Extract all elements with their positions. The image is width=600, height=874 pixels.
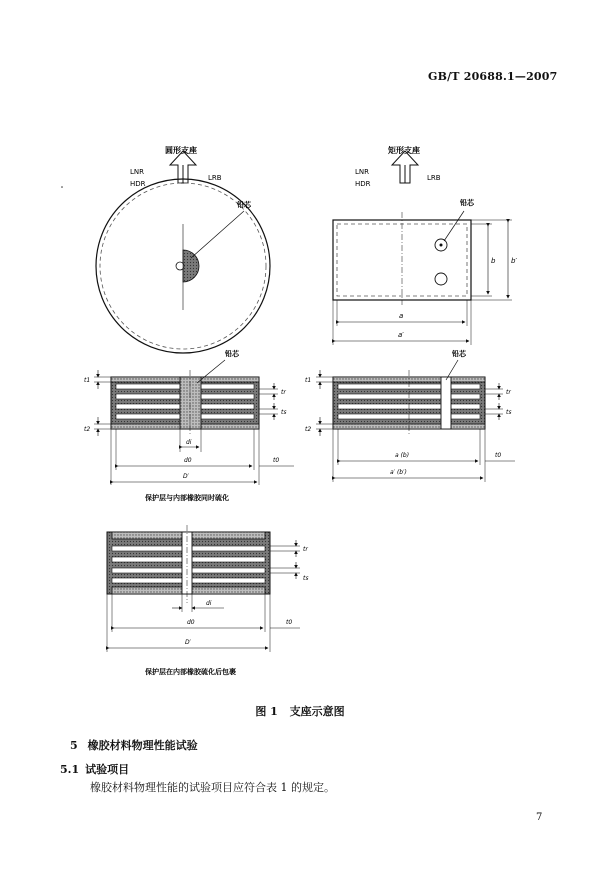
- round-hdr-label: HDR: [130, 180, 146, 188]
- section-5-number: 5: [70, 739, 78, 752]
- figure-caption: [0, 703, 600, 719]
- section-round-caption: 保护层与内部橡胶同时硫化: [145, 494, 229, 502]
- section-rect-tr: tr: [506, 389, 511, 396]
- round-core-label: 铅芯: [237, 201, 251, 209]
- section-rect-t2: t2: [305, 426, 312, 433]
- rect-dim-a: a: [399, 312, 404, 320]
- section-round-d0: d0: [184, 457, 192, 464]
- section-round-di: di: [186, 439, 192, 446]
- section-5-1-heading: [60, 761, 129, 777]
- standard-code: GB/T 20688.1—2007: [428, 70, 558, 83]
- rect-dim-b-prime: b′: [511, 257, 518, 265]
- section-round-t2: t2: [84, 426, 91, 433]
- section-wrapped-ts: ts: [303, 575, 309, 582]
- section-round-core: [180, 377, 201, 429]
- section-rect-t0: t0: [495, 452, 502, 459]
- rect-core-2: [435, 273, 447, 285]
- section-round-t1: t1: [84, 377, 91, 384]
- round-core-leader: [191, 211, 244, 258]
- round-lrb-label: LRB: [208, 174, 222, 182]
- rect-core-leader: [444, 211, 464, 241]
- section-rect-dim-ab: a (b): [395, 452, 410, 459]
- section-round-tr: tr: [281, 389, 286, 396]
- section-round-t0: t0: [273, 457, 280, 464]
- section-wrapped-di: di: [206, 600, 212, 607]
- rect-lrb-label: LRB: [427, 174, 441, 182]
- rect-bearing-title: 矩形支座: [388, 146, 420, 155]
- section-rect-t1: t1: [305, 377, 312, 384]
- section-wrapped: [107, 525, 308, 676]
- section-5-1-title: 试验项目: [85, 763, 130, 776]
- section-rect-ts: ts: [506, 409, 512, 416]
- rect-core-label: 铅芯: [460, 199, 474, 207]
- section-round-ts: ts: [281, 409, 287, 416]
- section-wrapped-d0: d0: [187, 619, 195, 626]
- section-rect-dim-ab-prime: a′ (b′): [390, 469, 407, 476]
- round-bearing-title: 圆形支座: [165, 146, 197, 155]
- section-wrapped-tr: tr: [303, 546, 308, 553]
- rect-dim-b: b: [491, 257, 496, 265]
- section-round-D-prime: D′: [183, 473, 189, 480]
- section-5-1-number: 5.1: [60, 763, 80, 776]
- figure-caption-title: 支座示意图: [289, 705, 345, 718]
- rect-hdr-label: HDR: [355, 180, 371, 188]
- rect-bearing-plan: [333, 145, 517, 345]
- section-round-core-label: 铅芯: [225, 350, 239, 358]
- section-rect-core-label: 铅芯: [452, 350, 466, 358]
- figure-caption-number: 图 1: [255, 705, 278, 718]
- section-wrapped-D-prime: D′: [185, 639, 191, 646]
- round-core-half: [183, 250, 199, 282]
- section-rect: [305, 349, 515, 482]
- section-rect-core: [441, 377, 451, 429]
- rect-dim-a-prime: a′: [398, 331, 404, 339]
- section-5-title: 橡胶材料物理性能试验: [87, 739, 198, 752]
- section-wrapped-t0: t0: [286, 619, 293, 626]
- rect-lnr-label: LNR: [355, 168, 369, 176]
- section-wrapped-caption: 保护层在内部橡胶硫化后包裹: [145, 668, 236, 676]
- section-5-1-text: 橡胶材料物理性能的试验项目应符合表 1 的规定。: [90, 781, 335, 794]
- round-lnr-label: LNR: [130, 168, 144, 176]
- page-number: 7: [536, 812, 543, 823]
- round-bearing-plan: [96, 145, 270, 353]
- section-round: [84, 349, 294, 502]
- section-5-heading: [70, 737, 198, 753]
